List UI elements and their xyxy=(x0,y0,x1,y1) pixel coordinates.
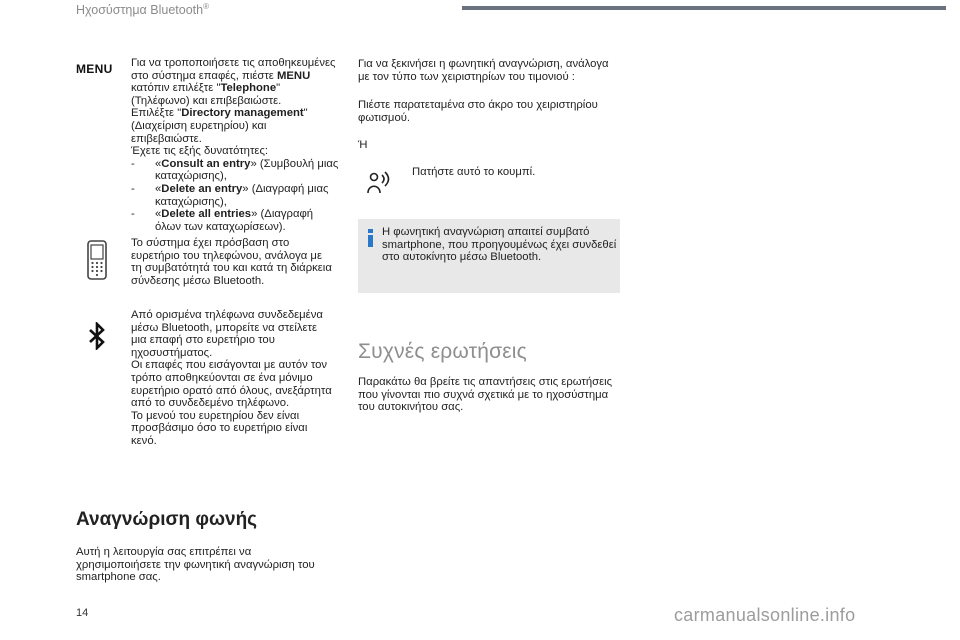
text-line: smartphone, που προηγουμένως έχει συνδεθεί xyxy=(382,238,617,251)
text-line: του αυτοκινήτου σας. xyxy=(358,401,464,414)
voice-recognition-heading: Αναγνώριση φωνής xyxy=(76,509,258,530)
header-bar xyxy=(462,6,946,10)
text-line: Επιλέξτε "Directory management" xyxy=(131,107,308,120)
info-text xyxy=(382,226,618,264)
text-line: τη συμβατότητά του και κατά τη διάρκεια xyxy=(131,262,332,275)
bluetooth-icon xyxy=(88,322,106,350)
header-title-text: Ηχοσύστημα Bluetooth xyxy=(76,3,204,18)
option-delete-all-entries: - «Delete all entries» (Διαγραφή όλων των καταχωρίσεων). xyxy=(131,208,314,233)
info-icon xyxy=(366,229,376,247)
press-button-text: Πατήστε αυτό το κουμπί. xyxy=(412,166,536,178)
text-line: μέσω Bluetooth, μπορείτε να στείλετε xyxy=(131,321,318,334)
info-box xyxy=(358,219,620,293)
menu-button-icon: MENU xyxy=(76,62,113,76)
menu-instructions xyxy=(131,57,346,233)
text-line: σύνδεσης μέσω Bluetooth. xyxy=(131,274,265,287)
text-line: κατόπιν επιλέξτε "Telephone" xyxy=(131,82,281,95)
text-line: Παρακάτω θα βρείτε τις απαντήσεις στις ερωτήσεις xyxy=(358,376,613,388)
option-consult-entry: - «Consult an entry» (Συμβουλή μιας καταχώρισης), xyxy=(131,157,339,183)
phone-directory-text xyxy=(131,237,346,287)
text-line: ευρετήριο του τηλεφώνου, ανάλογα με xyxy=(131,249,322,262)
text-line: στο αυτοκίνητο μέσω Bluetooth. xyxy=(382,251,542,264)
text-line: Πιέστε παρατεταμένα στο άκρο του χειριστηρίου xyxy=(358,99,598,111)
text-line: (Τηλέφωνο) και επιβεβαιώστε. xyxy=(131,94,282,107)
page-number: 14 xyxy=(76,607,89,619)
text-line: Από ορισμένα τηλέφωνα συνδεδεμένα xyxy=(131,309,323,321)
voice-command-icon xyxy=(366,169,396,197)
text-line: από το συνδεδεμένο τηλέφωνο. xyxy=(131,397,290,410)
text-line: τρόπο αποθηκεύονται σε ένα μόνιμο xyxy=(131,371,313,384)
press-long-text xyxy=(358,99,628,124)
text-line: Το σύστημα έχει πρόσβαση στο xyxy=(131,237,290,249)
bluetooth-contacts-text xyxy=(131,309,346,448)
text-line: Οι επαφές που εισάγονται με αυτόν τον xyxy=(131,359,328,372)
text-line: Η φωνητική αναγνώριση απαιτεί συμβατό xyxy=(382,226,590,238)
text-line: στο σύστημα επαφές, πιέστε MENU xyxy=(131,69,311,82)
mobile-phone-icon xyxy=(86,240,108,280)
text-line: Για να τροποποιήσετε τις αποθηκευμένες xyxy=(131,57,336,69)
voice-recognition-text xyxy=(76,546,336,584)
text-line: χρησιμοποιήσετε την φωνητική αναγνώριση του xyxy=(76,558,315,571)
text-line: Το μενού του ευρετηρίου δεν είναι xyxy=(131,409,300,422)
text-line: Έχετε τις εξής δυνατότητες: xyxy=(131,145,269,158)
option-delete-entry: - «Delete an entry» (Διαγραφή μιας καταχώρισης), xyxy=(131,182,329,208)
text-line: που γίνονται πιο συχνά σχετικά με το ηχοσύστημα xyxy=(358,388,609,401)
text-line: μια επαφή στο ευρετήριο του xyxy=(131,334,275,347)
text-line: προσβάσιμο όσο το ευρετήριο είναι xyxy=(131,422,308,435)
text-line: Για να ξεκινήσει η φωνητική αναγνώριση, ανάλογα xyxy=(358,58,609,70)
text-line: (Διαχείριση ευρετηρίου) και xyxy=(131,119,267,132)
text-line: ευρετήριο ορατό από όλους, ανεξάρτητα xyxy=(131,384,332,397)
registered-mark: ® xyxy=(203,2,209,11)
text-line: με τον τύπο των χειριστηρίων του τιμονιού : xyxy=(358,70,575,83)
text-line: smartphone σας. xyxy=(76,571,161,584)
watermark: carmanualsonline.info xyxy=(674,605,856,625)
text-line: Αυτή η λειτουργία σας επιτρέπει να xyxy=(76,546,252,558)
header-title xyxy=(76,2,209,17)
voice-start-intro xyxy=(358,58,628,83)
or-text: Ή xyxy=(358,139,368,151)
text-line: επιβεβαιώστε. xyxy=(131,132,202,145)
text-line: ηχοσυστήματος. xyxy=(131,346,213,359)
faq-text xyxy=(358,376,628,414)
text-line: κενό. xyxy=(131,434,157,447)
text-line: φωτισμού. xyxy=(358,111,411,124)
faq-heading: Συχνές ερωτήσεις xyxy=(358,340,527,363)
